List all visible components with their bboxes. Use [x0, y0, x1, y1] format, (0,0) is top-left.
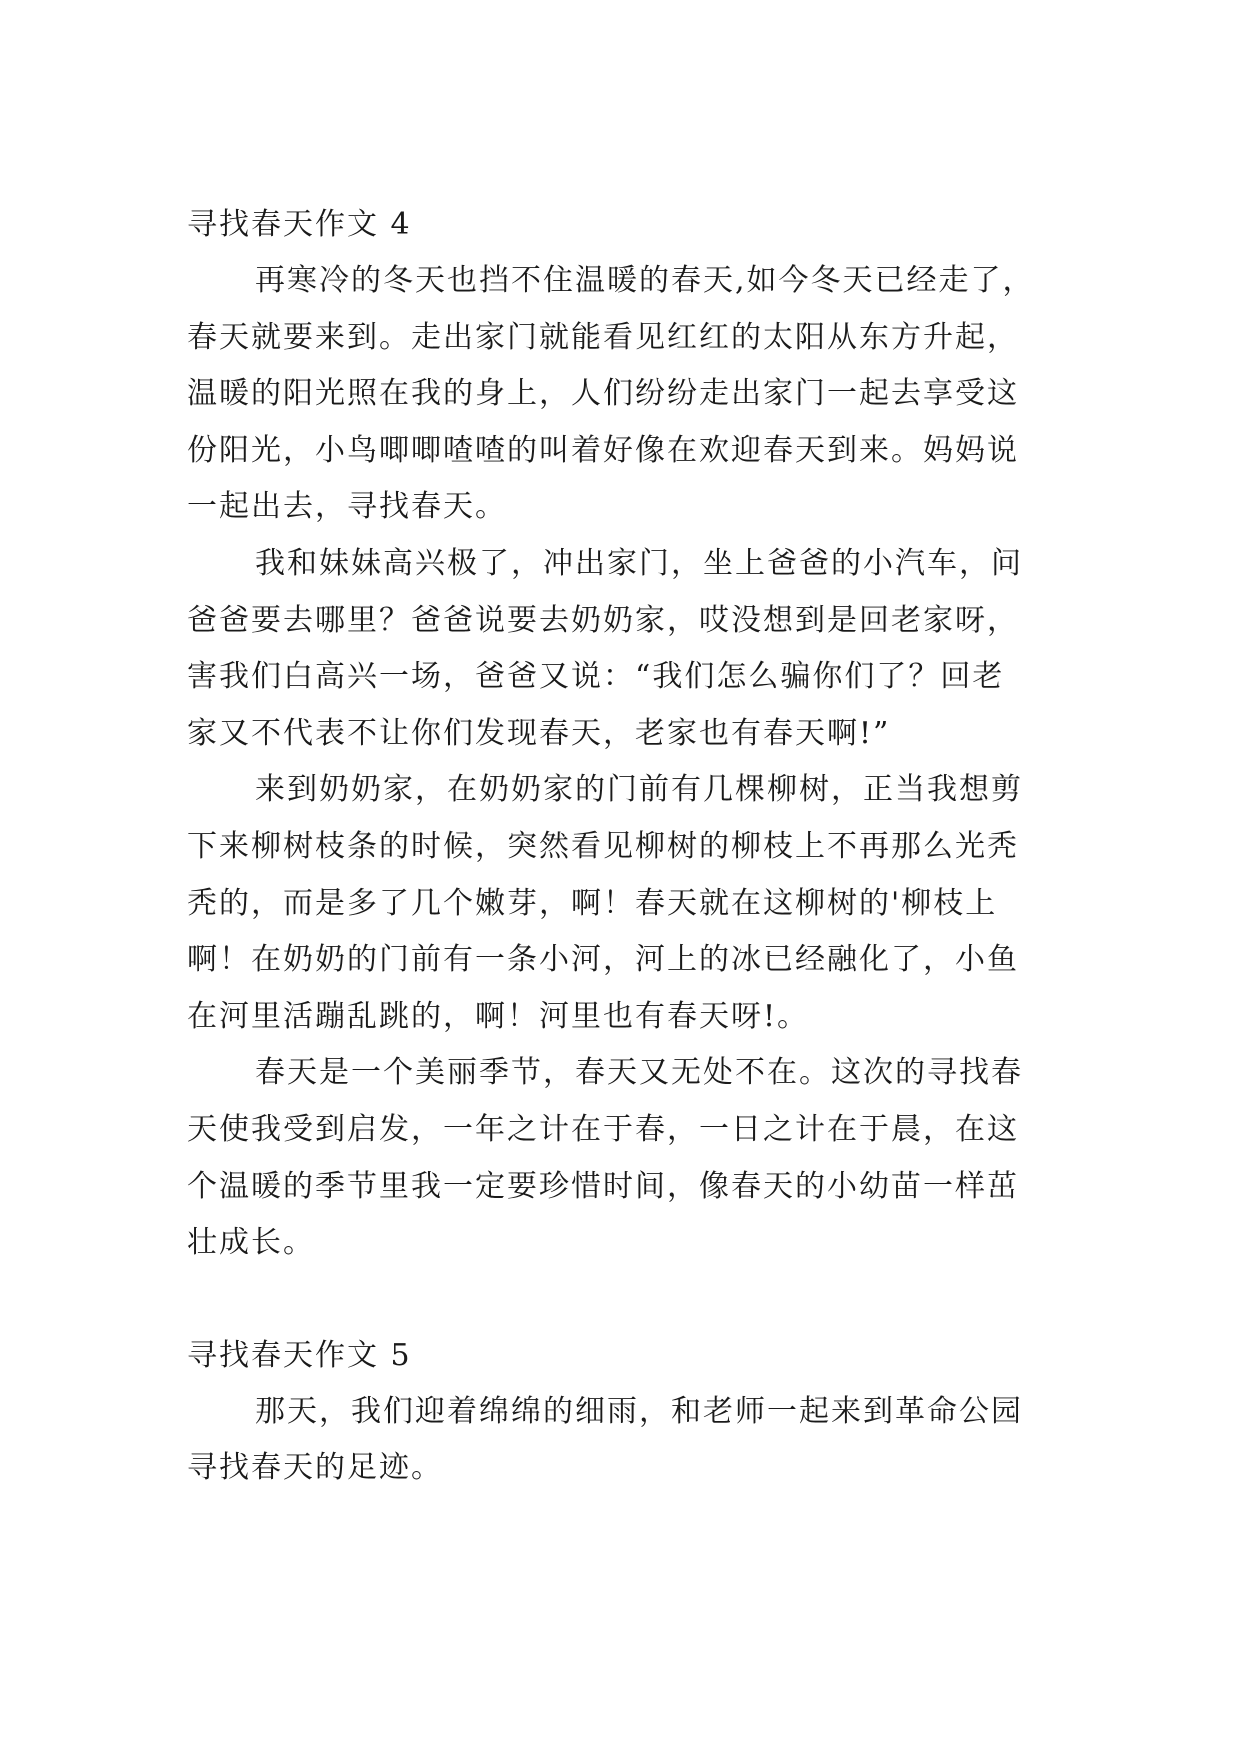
text-line: 爸爸要去哪里？爸爸说要去奶奶家，哎没想到是回老家呀，	[187, 602, 1019, 638]
paragraph	[187, 1045, 1087, 1271]
section-title: 寻找春天作文 5	[187, 1337, 412, 1373]
section-title: 寻找春天作文 4	[187, 207, 412, 242]
text-line: 春天是一个美丽季节，春天又无处不在。这次的寻找春	[255, 1055, 1023, 1091]
section-spacer	[187, 1272, 1087, 1328]
text-line: 天使我受到启发，一年之计在于春，一日之计在于晨，在这	[187, 1111, 1019, 1147]
text-line: 来到奶奶家，在奶奶家的门前有几棵柳树，正当我想剪	[255, 772, 1023, 808]
text-line: 我和妹妹高兴极了，冲出家门，坐上爸爸的小汽车，问	[255, 545, 1023, 581]
text-line: 春天就要来到。走出家门就能看见红红的太阳从东方升起，	[187, 319, 1019, 355]
text-line: 个温暖的季节里我一定要珍惜时间，像春天的小幼苗一样茁	[187, 1168, 1019, 1204]
text-line: 温暖的阳光照在我的身上，人们纷纷走出家门一起去享受这	[187, 376, 1019, 412]
text-line: 那天，我们迎着绵绵的细雨，和老师一起来到革命公园	[255, 1393, 1023, 1429]
paragraph	[187, 762, 1087, 1045]
text-line: 害我们白高兴一场，爸爸又说：“我们怎么骗你们了？回老	[187, 659, 1005, 695]
text-line: 下来柳树枝条的时候，突然看见柳树的柳枝上不再那么光秃	[187, 828, 1019, 864]
paragraph	[187, 1384, 1087, 1497]
text-line: 秃的，而是多了几个嫩芽，啊！春天就在这柳树的'柳枝上	[187, 885, 998, 921]
document-content	[187, 197, 1087, 1497]
text-line: 份阳光，小鸟唧唧喳喳的叫着好像在欢迎春天到来。妈妈说	[187, 432, 1019, 468]
text-line: 家又不代表不让你们发现春天，老家也有春天啊!”	[187, 715, 891, 751]
text-line: 再寒冷的冬天也挡不住温暖的春天,如今冬天已经走了，	[255, 263, 1035, 298]
text-line: 一起出去，寻找春天。	[187, 489, 507, 525]
text-line: 啊！在奶奶的门前有一条小河，河上的冰已经融化了，小鱼	[187, 942, 1019, 978]
paragraph	[187, 536, 1087, 762]
paragraph	[187, 253, 1087, 536]
text-line: 寻找春天的足迹。	[187, 1450, 443, 1486]
text-line: 在河里活蹦乱跳的，啊！河里也有春天呀!。	[187, 998, 810, 1034]
text-line: 壮成长。	[187, 1225, 315, 1261]
